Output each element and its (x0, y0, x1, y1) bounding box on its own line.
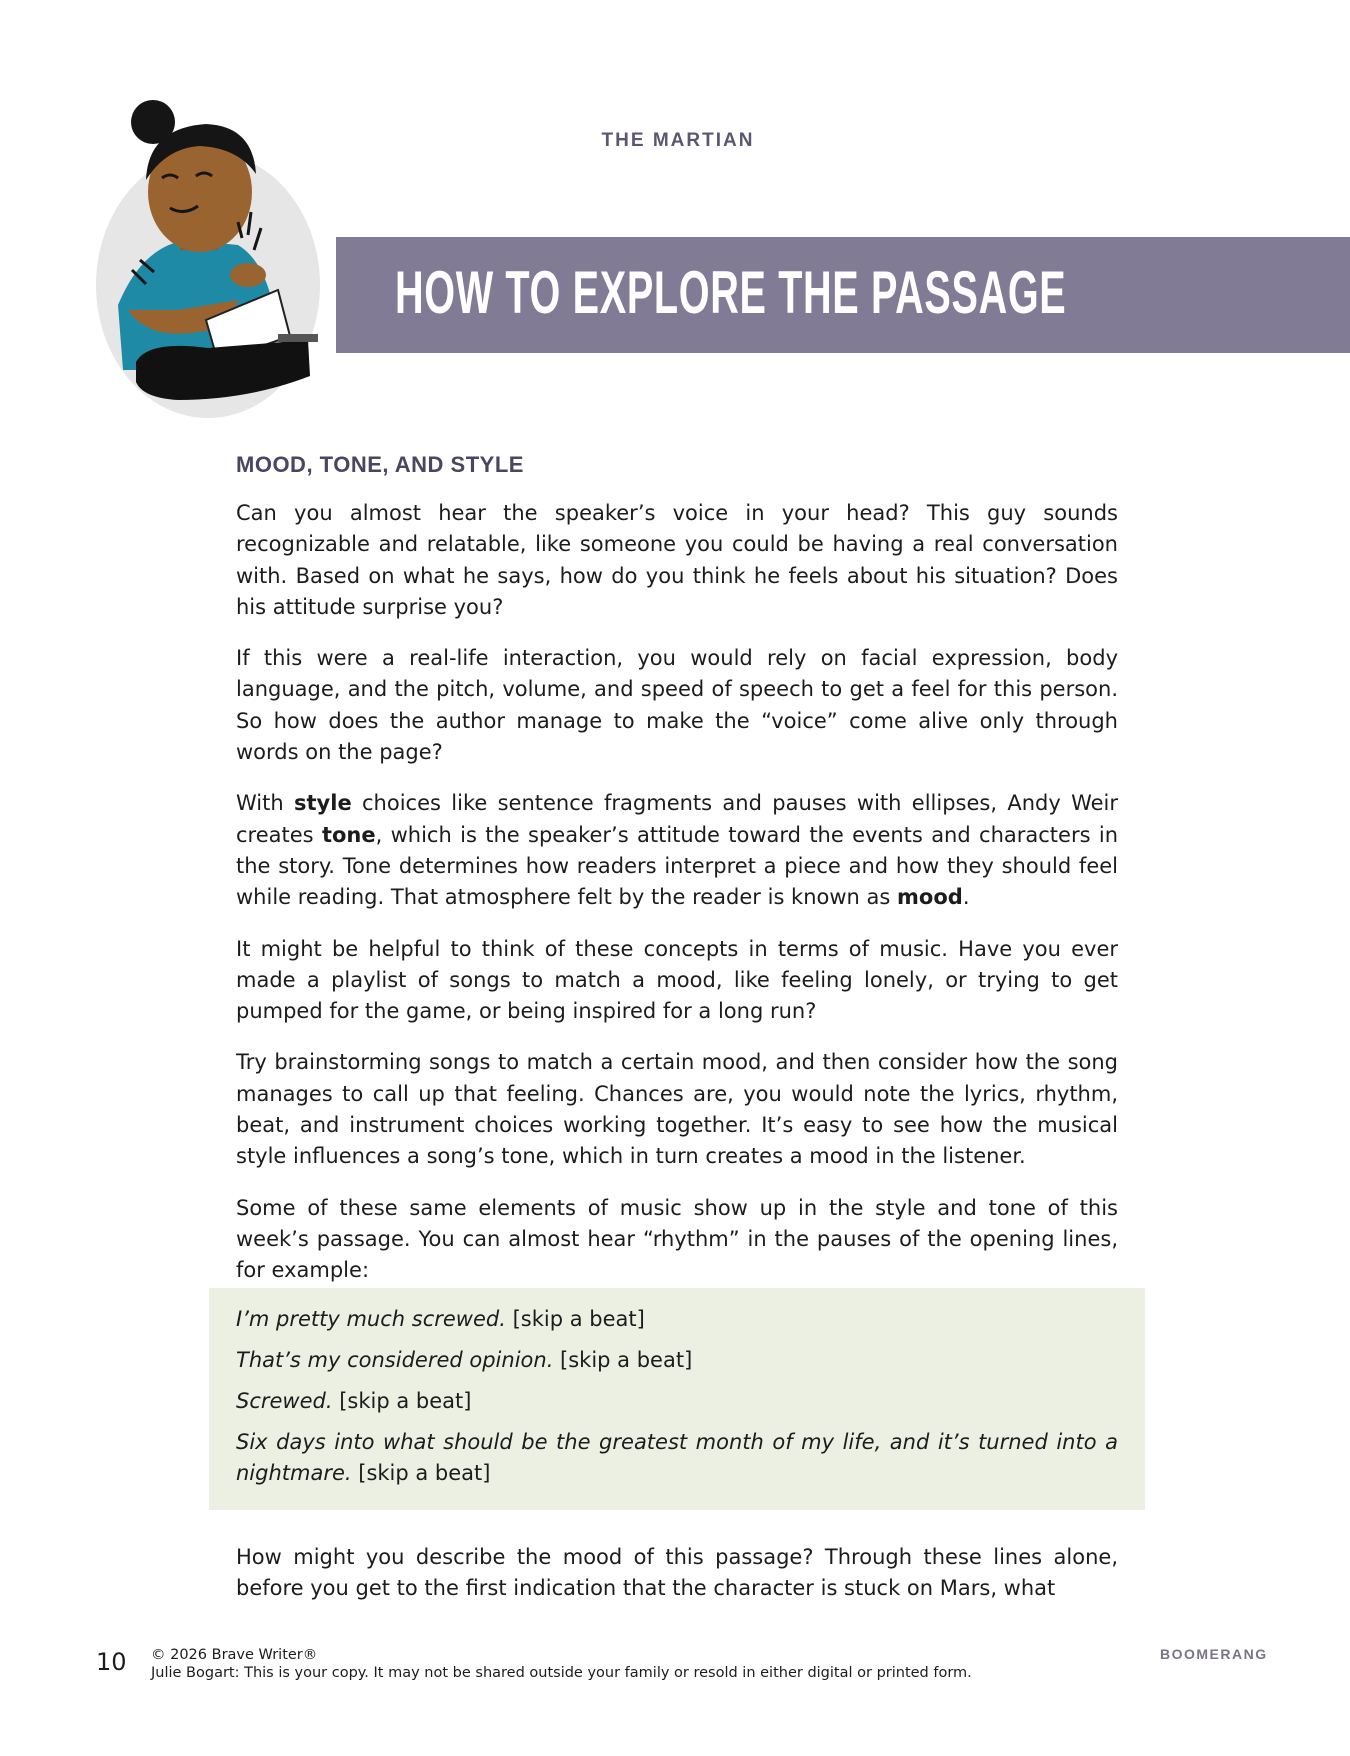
section-heading: MOOD, TONE, AND STYLE (236, 452, 524, 477)
p3-text-g: . (962, 885, 970, 910)
footer-copyright (151, 1646, 972, 1682)
quote-italic: That’s my considered opinion. (236, 1348, 554, 1372)
quote-italic: Screwed. (236, 1389, 333, 1413)
quote-line (236, 1386, 1118, 1417)
hair-bun (131, 100, 175, 144)
paragraph-2: If this were a real-life interaction, you would rely on facial expression, body language, and the pitch, volume, and speed of speech to get a feel for this person. So how does the author manage to make the “voice” come alive only through words on the page? (236, 646, 1118, 765)
brand-logo: BOOMERANG (1160, 1646, 1268, 1662)
writer-illustration (88, 100, 338, 420)
page-number: 10 (96, 1648, 127, 1676)
p3-text-e: , which is the speaker’s attitude toward the events and characters in the story. Tone determines how readers interpret a piece and how they should feel while reading. That atmosphere felt by the reader is known as (236, 822, 1118, 910)
paragraph-1: Can you almost hear the speaker’s voice in your head? This guy sounds recognizable and relatable, like someone you could be having a real conversation with. Based on what he says, how do you think he feels about his situation? Does his attitude surprise you? (236, 501, 1118, 619)
term-style: style (294, 791, 352, 816)
paragraph-3 (236, 788, 1118, 913)
term-mood: mood (897, 885, 963, 910)
quote-line (236, 1427, 1118, 1489)
quote-italic: I’m pretty much screwed. (236, 1307, 506, 1331)
paragraph-6: Some of these same elements of music show up in the style and tone of this week’s passage. You can almost hear “rhythm” in the pauses of the opening lines, for example: (236, 1195, 1118, 1283)
running-title: THE MARTIAN (601, 130, 755, 151)
quote-box (209, 1288, 1145, 1510)
paragraph-4: It might be helpful to think of these concepts in terms of music. Have you ever made a playlist of songs to match a mood, like feeling lonely, or trying to get pumped for the game, or being inspired for a long run? (236, 936, 1118, 1024)
page-title: HOW TO EXPLORE THE PASSAGE (395, 259, 1067, 326)
main-content (236, 452, 1118, 1287)
closing-content (236, 1542, 1118, 1605)
license-line: Julie Bogart: This is your copy. It may not be shared outside your family or resold in either digital or printed form. (151, 1665, 972, 1681)
p3-text-c: choices like sentence fragments and pauses with ellipses, Andy Weir creates (236, 791, 1119, 847)
term-tone: tone (321, 822, 376, 847)
quote-line (236, 1304, 1118, 1335)
typewriter-carriage (278, 334, 318, 342)
p3-text-a: With (236, 791, 295, 816)
quote-note: [skip a beat] (332, 1389, 472, 1413)
copyright-line: © 2026 Brave Writer® (151, 1647, 318, 1663)
quote-note: [skip a beat] (553, 1348, 693, 1372)
hand (230, 263, 266, 287)
quote-line (236, 1345, 1118, 1376)
paragraph-5: Try brainstorming songs to match a certain mood, and then consider how the song manages to call up that feeling. Chances are, you would note the lyrics, rhythm, beat, and instrument choices working together. It’s easy to see how the musical style influences a song’s tone, which in turn creates a mood in the listener. (236, 1050, 1118, 1169)
quote-italic: Six days into what should be the greatest month of my life, and it’s turned into a nightmare. (236, 1430, 1118, 1485)
paragraph-7: How might you describe the mood of this passage? Through these lines alone, before you get to the first indication that the character is stuck on Mars, what (236, 1545, 1118, 1601)
typewriter-body (136, 340, 310, 400)
quote-note: [skip a beat] (505, 1307, 645, 1331)
quote-note: [skip a beat] (351, 1461, 491, 1485)
